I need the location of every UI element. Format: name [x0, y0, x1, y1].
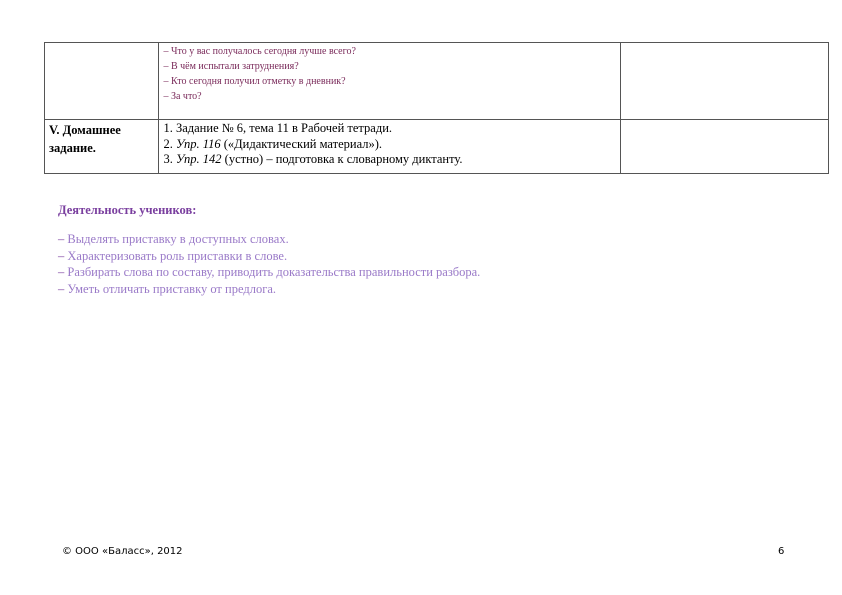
- list-item: – Характеризовать роль приставки в слове.: [58, 248, 288, 263]
- table-row: [45, 120, 829, 174]
- table-row: [45, 43, 829, 120]
- student-activity-section: [58, 203, 798, 297]
- homework-cell: [159, 120, 621, 174]
- question-line: – За что?: [163, 91, 202, 102]
- homework-item: 1. Задание № 6, тема 11 в Рабочей тетради.: [163, 121, 393, 135]
- stage-title-cont: задание.: [49, 141, 96, 155]
- notes-cell: [621, 43, 829, 120]
- section-title: Деятельность учеников:: [58, 203, 197, 217]
- stage-title: V. Домашнее: [49, 123, 121, 137]
- question-line: – В чём испытали затруднения?: [163, 61, 299, 72]
- exercise-ref: Упр. 142: [175, 152, 222, 166]
- list-item: – Уметь отличать приставку от предлога.: [58, 281, 276, 296]
- exercise-ref: Упр. 116: [175, 136, 221, 151]
- question-line: – Кто сегодня получил отметку в дневник?: [163, 76, 346, 87]
- question-line: – Что у вас получалось сегодня лучше всего?: [163, 46, 356, 57]
- lesson-table: [44, 42, 829, 174]
- stage-cell: [45, 43, 159, 120]
- footer-copyright: © ООО «Баласс», 2012: [62, 546, 183, 557]
- stage-cell: [45, 120, 159, 174]
- notes-cell: [621, 120, 829, 174]
- list-item: – Разбирать слова по составу, приводить доказательства правильности разбора.: [58, 265, 481, 279]
- list-item: – Выделять приставку в доступных словах.: [58, 232, 289, 246]
- homework-item: 3. Упр. 142 (устно) – подготовка к словарному диктанту.: [163, 152, 463, 166]
- page-number: 6: [778, 546, 785, 557]
- homework-item: 2. Упр. 116 («Дидактический материал»).: [163, 136, 383, 151]
- questions-cell: [159, 43, 621, 120]
